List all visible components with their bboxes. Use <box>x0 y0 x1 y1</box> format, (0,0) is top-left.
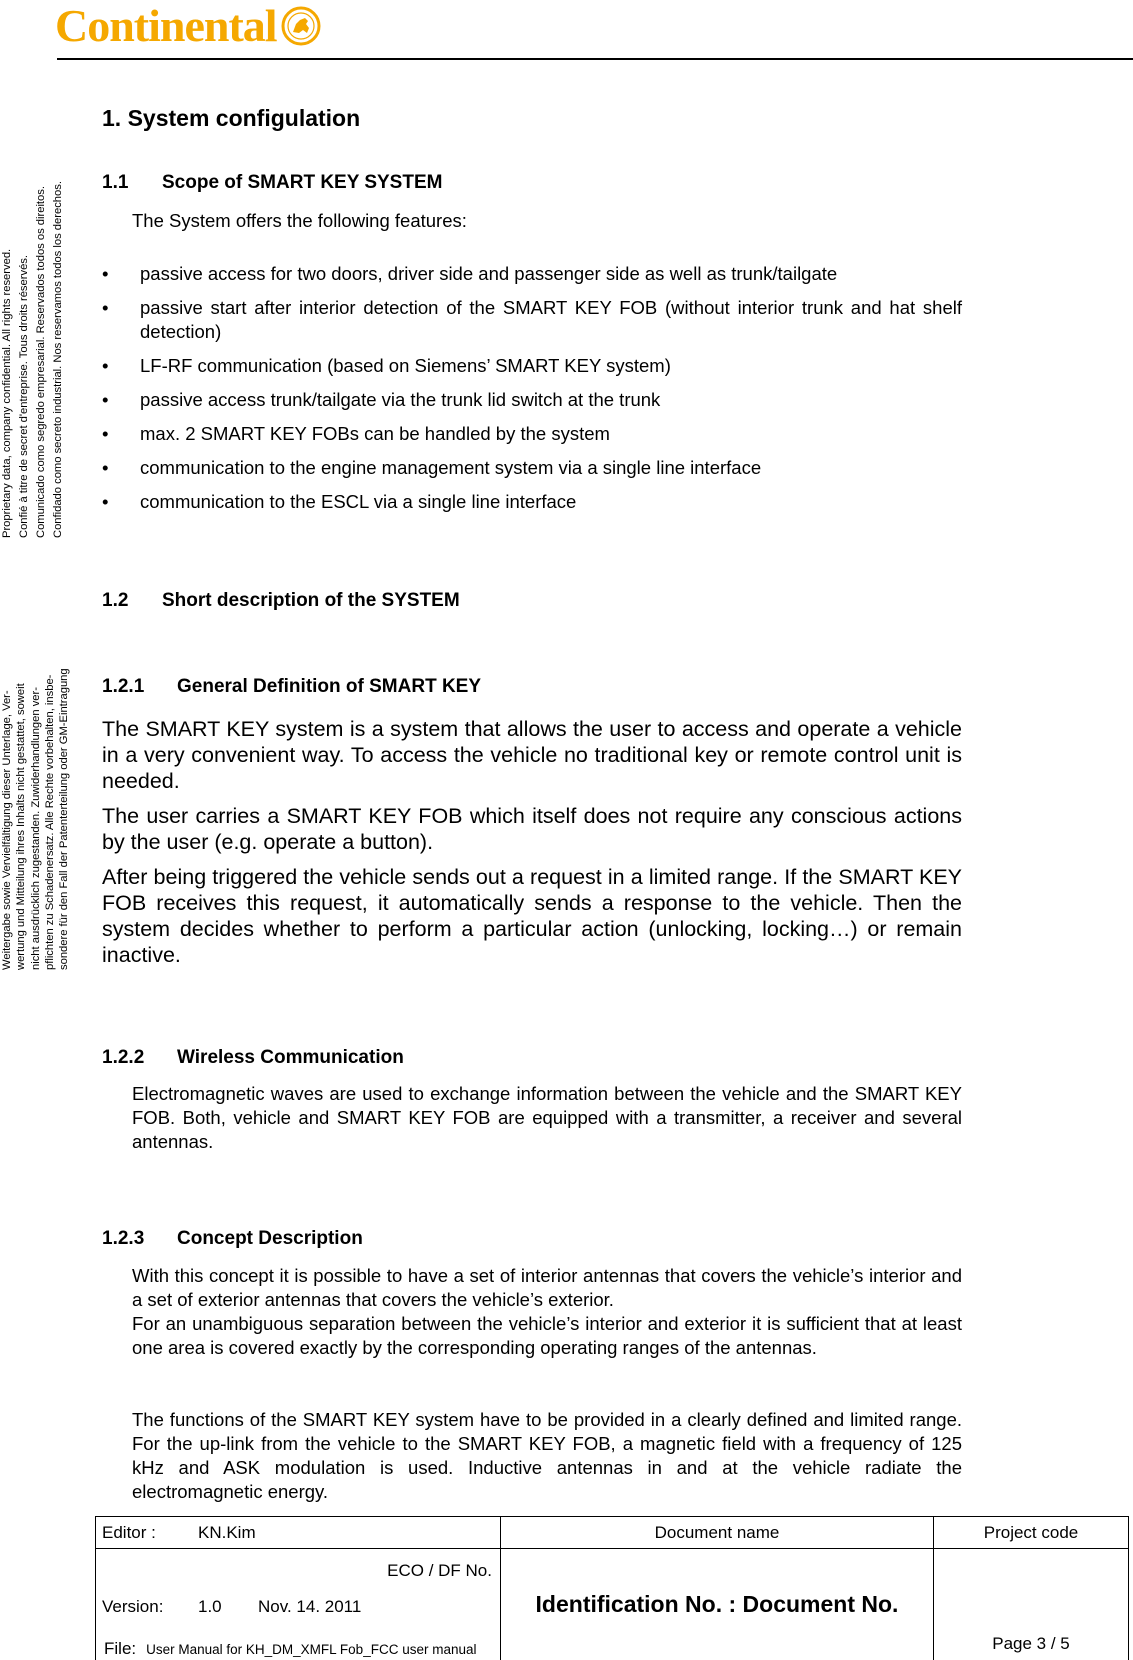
paragraph: The functions of the SMART KEY system have to be provided in a clearly defined and limited range. For the up-link from the vehicle to the SMART KEY FOB, a magnetic field with a frequency of 125 kHz and ASK modulation is used. Inductive antennas in and at the vehicle radiate the electromagnetic energy. <box>132 1409 962 1502</box>
list-item: • passive access for two doors, driver side and passenger side as well as trunk/tailgate <box>102 262 962 286</box>
reproduction-notice <box>2 640 70 970</box>
notice-line: pflichten zu Schadenersatz. Alle Rechte vorbehalten, insbe- <box>43 674 56 970</box>
editor-label: Editor : <box>102 1522 156 1542</box>
features-list <box>102 262 962 524</box>
paragraph: The user carries a SMART KEY FOB which itself does not require any conscious actions by the user (e.g. operate a button). <box>102 804 962 854</box>
paragraph: After being triggered the vehicle sends out a request in a limited range. If the SMART KEY FOB receives this request, it automatically sends a response to the vehicle. Then the system decides whether to perform a particular action (unlocking, locking…) or remain inactive. <box>102 865 962 967</box>
continental-logo <box>55 2 321 50</box>
list-item: • communication to the ESCL via a single line interface <box>102 490 962 514</box>
file-name: User Manual for KH_DM_XMFL Fob_FCC user manual <box>146 1642 477 1657</box>
confidentiality-notice <box>2 148 64 538</box>
document-name-label: Document name <box>501 1517 934 1549</box>
section-number: 1.2.3 <box>102 1228 145 1249</box>
section-1-2-2-heading <box>102 1047 404 1069</box>
notice-line: Weitergabe sowie Vervielfältigung dieser Unterlage, Ver- <box>1 690 13 970</box>
features-intro: The System offers the following features: <box>132 210 467 231</box>
identification-number: Identification No. : Document No. <box>501 1549 934 1660</box>
horse-emblem-icon <box>281 6 321 46</box>
notice-line: Confié à titre de secret d'entreprise. Tous droits réservés. <box>18 255 30 538</box>
section-1-2-1-heading <box>102 676 481 698</box>
document-footer <box>95 1516 1129 1660</box>
section-number: 1.2.2 <box>102 1047 145 1068</box>
notice-line: Comunicado como segredo empresarial. Reservados todos os direitos. <box>35 186 47 538</box>
editor-cell <box>96 1517 501 1549</box>
project-code-label: Project code <box>934 1517 1129 1549</box>
notice-line: nicht ausdrücklich zugestanden. Zuwiderhandlungen ver- <box>29 687 42 970</box>
paragraph: Electromagnetic waves are used to exchange information between the vehicle and the SMART KEY FOB. Both, vehicle and SMART KEY FOB are equipped with a transmitter, a receiver and several antennas. <box>132 1083 962 1152</box>
page-number: Page 3 / 5 <box>934 1549 1129 1660</box>
version-row <box>102 1597 361 1617</box>
section-1-1-heading <box>102 172 442 194</box>
section-number: 1.2 <box>102 590 129 611</box>
file-row <box>104 1639 477 1659</box>
list-item: • LF-RF communication (based on Siemens’ SMART KEY system) <box>102 354 962 378</box>
version-date: Nov. 14. 2011 <box>258 1597 362 1616</box>
section-1-2-3-heading <box>102 1228 363 1250</box>
list-item: • communication to the engine management system via a single line interface <box>102 456 962 480</box>
list-item: • passive access trunk/tailgate via the trunk lid switch at the trunk <box>102 388 962 412</box>
list-item: • passive start after interior detection of the SMART KEY FOB (without interior trunk and hat shelf detection) <box>102 296 962 344</box>
section-title: Short description of the SYSTEM <box>162 590 460 611</box>
list-item: • max. 2 SMART KEY FOBs can be handled by the system <box>102 422 962 446</box>
paragraph: The SMART KEY system is a system that allows the user to access and operate a vehicle in a very convenient way. To access the vehicle no traditional key or remote control unit is needed. <box>102 717 962 793</box>
version-label: Version: <box>102 1597 164 1616</box>
file-label: File: <box>104 1639 137 1658</box>
section-1-heading: 1. System configulation <box>102 105 361 131</box>
section-title: Concept Description <box>177 1228 363 1249</box>
notice-line: sondere für den Fall der Patenterteilung oder GM-Eintragung <box>58 668 70 970</box>
header-divider <box>57 58 1133 60</box>
version-value: 1.0 <box>198 1597 222 1616</box>
section-title: Wireless Communication <box>177 1047 404 1068</box>
section-title: General Definition of SMART KEY <box>177 676 482 697</box>
notice-line: Confidado como secreto industrial. Nos reservamos todos los derechos. <box>52 181 64 538</box>
brand-wordmark: Continental <box>55 0 277 51</box>
section-number: 1.2.1 <box>102 676 145 697</box>
paragraph: With this concept it is possible to have a set of interior antennas that covers the vehicle’s interior and a set of exterior antennas that covers the vehicle’s exterior. <box>132 1265 962 1310</box>
paragraph: For an unambiguous separation between the vehicle’s interior and exterior it is sufficient that at least one area is covered exactly by the corresponding operating ranges of the antennas. <box>132 1313 962 1358</box>
eco-label: ECO / DF No. <box>387 1561 492 1580</box>
notice-line: wertung und Mitteilung ihres Inhalts nicht gestattet, soweit <box>15 683 28 970</box>
version-cell <box>96 1549 501 1660</box>
notice-line: Proprietary data, company confidential. All rights reserved. <box>1 248 13 538</box>
section-1-2-heading <box>102 590 460 612</box>
editor-value: KN.Kim <box>198 1522 256 1542</box>
section-title: Scope of SMART KEY SYSTEM <box>162 172 443 193</box>
section-number: 1.1 <box>102 172 129 193</box>
